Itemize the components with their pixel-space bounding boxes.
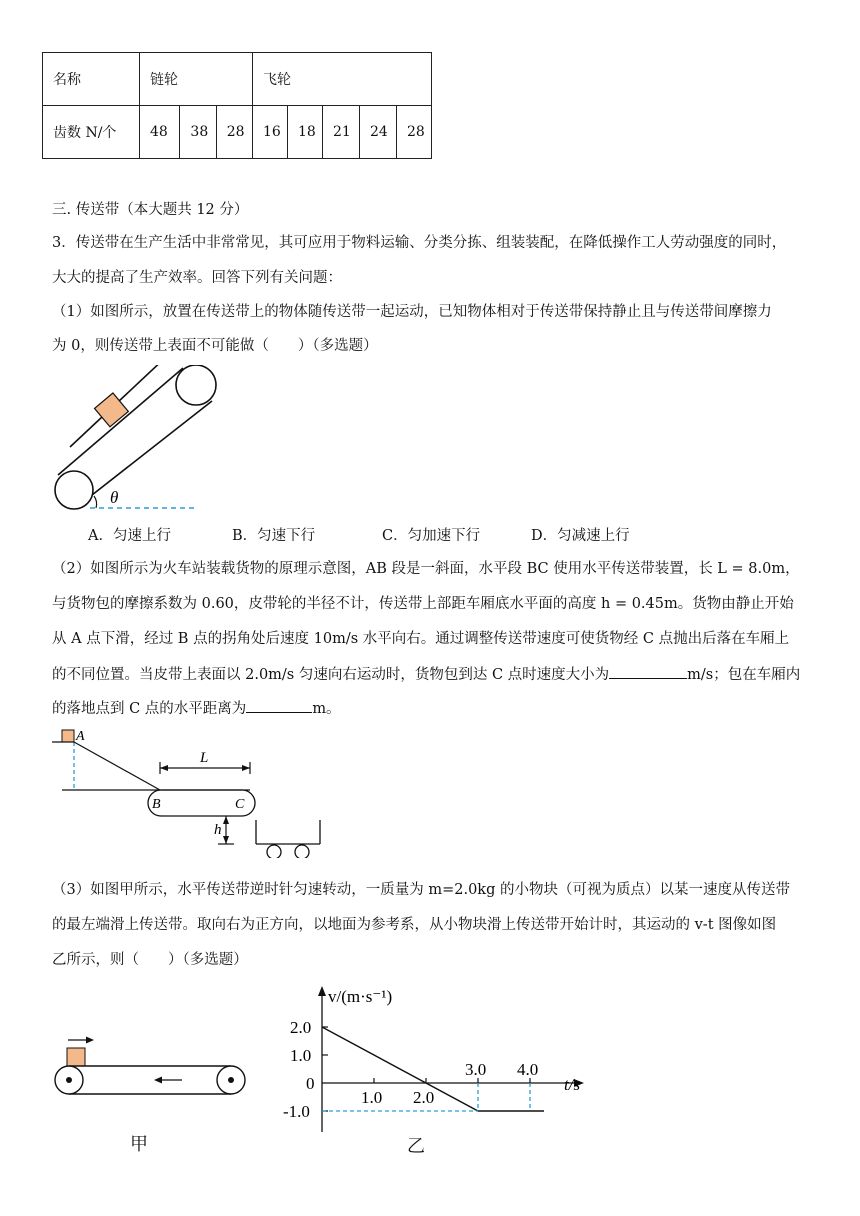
q3-part2-line5-text: 的落地点到 C 点的水平距离为 — [52, 701, 247, 717]
q3-part2-line4-unit: m/s；包在车厢内 — [687, 667, 801, 683]
x-tick-label: 3.0 — [465, 1060, 487, 1079]
q3-part2-line4-text: 的不同位置。当皮带上表面以 2.0m/s 匀速向右运动时，货物包到达 C 点时速度大小为 — [52, 667, 610, 683]
point-a-label: A — [76, 729, 85, 744]
q3-intro-line2: 大大的提高了生产效率。回答下列有关问题： — [52, 270, 342, 286]
y-tick-label: 1.0 — [290, 1046, 312, 1065]
horizontal-conveyor-figure — [50, 1030, 255, 1110]
option-b: B．匀速下行 — [232, 528, 316, 544]
height-label: h — [214, 822, 222, 838]
q3-part3-line3: 乙所示，则（ ）（多选题） — [52, 952, 248, 968]
y-axis-arrow — [318, 986, 326, 996]
figure-yi-caption: 乙 — [407, 1136, 425, 1157]
option-d: D．匀减速上行 — [531, 528, 630, 544]
x-tick-label: 2.0 — [413, 1088, 435, 1107]
q3-part2-line2: 与货物包的摩擦系数为 0.60，皮带轮的半径不计，传送带上部距车厢底水平面的高度 h = 0.45m。货物由静止开始 — [52, 596, 794, 612]
table-cell: 38 — [180, 106, 216, 159]
x-tick-label: 1.0 — [361, 1088, 383, 1107]
y-tick-label: -1.0 — [283, 1102, 310, 1121]
q3-part3-line1: （3）如图甲所示，水平传送带逆时针匀速转动，一质量为 m=2.0kg 的小物块（可视为质点）以某一速度从传送带 — [52, 882, 790, 898]
table-cell: 28 — [216, 106, 252, 159]
inclined-conveyor-figure — [50, 365, 220, 515]
x-axis-label: t/s — [564, 1075, 581, 1094]
table-row — [43, 53, 432, 106]
q3-part2-line5-unit: m。 — [312, 701, 341, 717]
gear-table — [42, 52, 432, 159]
length-label: L — [200, 750, 209, 766]
table-row — [43, 106, 432, 159]
answer-blank-distance[interactable] — [246, 698, 312, 713]
q3-part2-line4 — [52, 664, 800, 685]
table-cell: 齿数 N/个 — [43, 106, 140, 159]
y-tick-label: 0 — [306, 1074, 315, 1093]
theta-label: θ — [110, 488, 119, 507]
x-tick-label: 4.0 — [517, 1060, 539, 1079]
point-c-label: C — [235, 797, 245, 812]
table-cell: 48 — [140, 106, 180, 159]
q3-part1-line1: （1）如图所示，放置在传送带上的物体随传送带一起运动，已知物体相对于传送带保持静止且与传送带间摩擦力 — [52, 304, 772, 320]
loading-system-figure — [48, 726, 338, 858]
q3-part3-line2: 的最左端滑上传送带。取向右为正方向，以地面为参考系，从小物块滑上传送带开始计时，其运动的 v-t 图像如图 — [52, 917, 777, 933]
table-cell: 16 — [253, 106, 288, 159]
table-cell: 21 — [323, 106, 360, 159]
option-c: C．匀加速下行 — [382, 528, 481, 544]
point-b-label: B — [152, 797, 161, 812]
table-cell: 名称 — [43, 53, 140, 106]
vt-chart — [280, 982, 600, 1162]
table-cell: 飞轮 — [253, 53, 432, 106]
y-tick-label: 2.0 — [290, 1018, 312, 1037]
q3-part2-line3: 从 A 点下滑，经过 B 点的拐角处后速度 10m/s 水平向右。通过调整传送带速度可使货物经 C 点抛出后落在车厢上 — [52, 631, 790, 647]
figure-jia-caption: 甲 — [130, 1134, 148, 1155]
option-a: A．匀速上行 — [88, 528, 171, 544]
q3-intro-line1: 3．传送带在生产生活中非常常见，其可应用于物料运输、分类分拣、组装装配，在降低操作工人劳动强度的同时， — [52, 235, 787, 251]
table-cell: 24 — [360, 106, 397, 159]
q3-part2-line5 — [52, 698, 341, 719]
table-cell: 28 — [397, 106, 432, 159]
table-cell: 链轮 — [140, 53, 253, 106]
q3-part2-line1: （2）如图所示为火车站装载货物的原理示意图，AB 段是一斜面，水平段 BC 使用水平传送带装置，长 L = 8.0m， — [52, 561, 800, 577]
q3-part1-line2: 为 0，则传送带上表面不可能做（ ）（多选题） — [52, 338, 378, 354]
y-axis-label: v/(m·s⁻¹) — [328, 987, 393, 1006]
table-cell: 18 — [288, 106, 323, 159]
answer-blank-speed[interactable] — [609, 664, 687, 679]
section-heading: 三. 传送带（本大题共 12 分） — [52, 202, 249, 218]
